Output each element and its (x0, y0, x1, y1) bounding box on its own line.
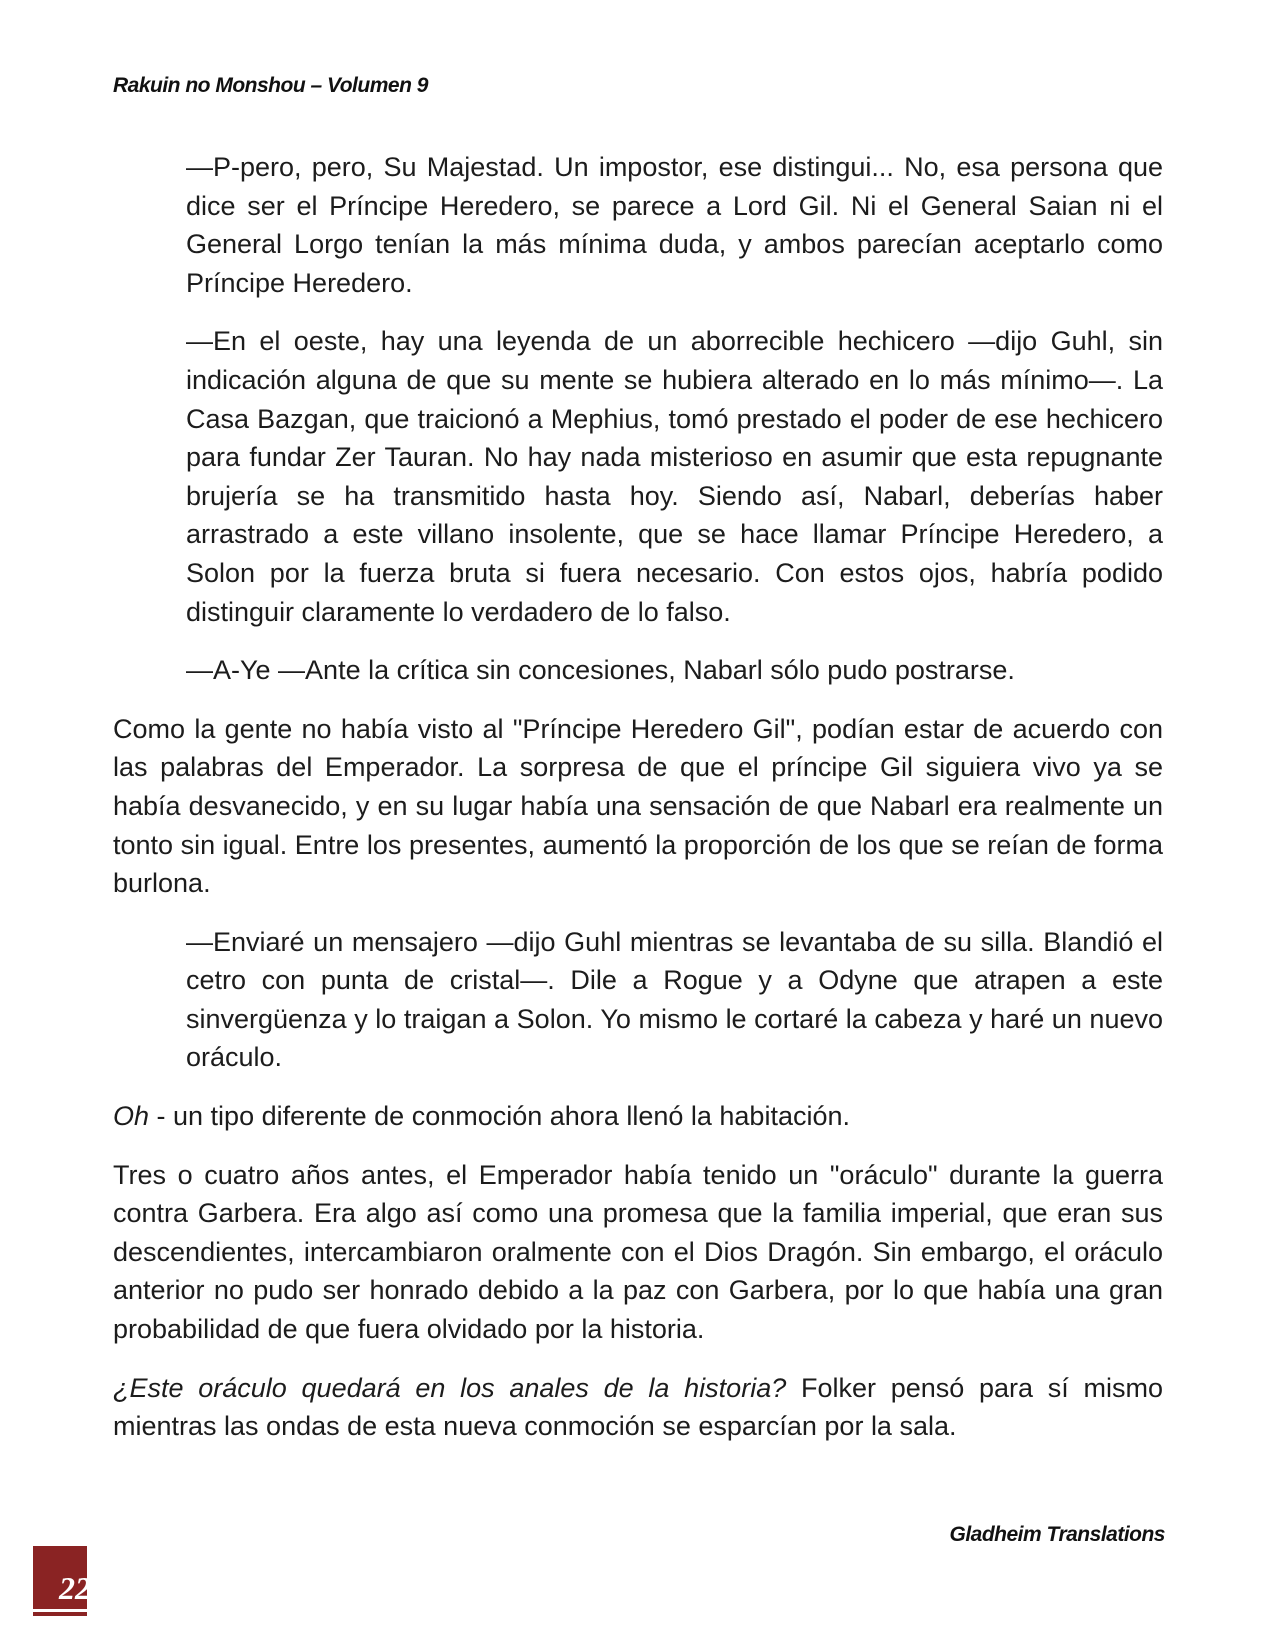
narrative-paragraph: Tres o cuatro años antes, el Emperador había tenido un "oráculo" durante la guerra contra Garbera. Era algo así como una promesa que la familia imperial, que eran sus descendientes, intercambiaron oralmente con el Dios Dragón. Sin embargo, el oráculo anterior no pudo ser honrado debido a la paz con Garbera, por lo que había una gran probabilidad de que fuera olvidado por la historia. (113, 1159, 1163, 1345)
dialogue-paragraph: —A-Ye —Ante la crítica sin concesiones, Nabarl sólo pudo postrarse. (186, 655, 1015, 686)
page-body (113, 148, 1163, 1466)
running-header: Rakuin no Monshou – Volumen 9 (113, 74, 428, 97)
paragraph-text: - un tipo diferente de conmoción ahora llenó la habitación. (149, 1101, 850, 1132)
narrative-paragraph: Como la gente no había visto al "Príncipe Heredero Gil", podían estar de acuerdo con las palabras del Emperador. La sorpresa de que el príncipe Gil siguiera vivo ya se había desvanecido, y en su lugar había una sensación de que Nabarl era realmente un tonto sin igual. Entre los presentes, aumentó la proporción de los que se reían de forma burlona. (113, 713, 1163, 899)
italic-interjection: Oh (113, 1101, 150, 1132)
translator-credit: Gladheim Translations (949, 1523, 1165, 1546)
dialogue-paragraph: —Enviaré un mensajero —dijo Guhl mientras se levantaba de su silla. Blandió el cetro con punta de cristal—. Dile a Rogue y a Odyne que atrapen a este sinvergüenza y lo traigan a Solon. Yo mismo le cortaré la cabeza y haré un nuevo oráculo. (186, 926, 1163, 1073)
dialogue-paragraph: —P-pero, pero, Su Majestad. Un impostor, ese distingui... No, esa persona que dice ser el Príncipe Heredero, se parece a Lord Gil. Ni el General Saian ni el General Lorgo tenían la más mínima duda, y ambos parecían aceptarlo como Príncipe Heredero. (186, 152, 1163, 298)
page-number: 22 (59, 1570, 91, 1606)
page-number-underline (33, 1609, 89, 1612)
italic-thought: ¿Este oráculo quedará en los anales de la historia? (113, 1372, 787, 1403)
narrative-paragraph (113, 1369, 1163, 1446)
paragraph-text: Folker pensó para sí mismo mientras las ondas de esta nueva conmoción se esparcían por la sala. (113, 1372, 1164, 1442)
narrative-paragraph (113, 1097, 1163, 1136)
dialogue-paragraph: —En el oeste, hay una leyenda de un aborrecible hechicero —dijo Guhl, sin indicación alguna de que su mente se hubiera alterado en lo más mínimo—. La Casa Bazgan, que traicionó a Mephius, tomó prestado el poder de ese hechicero para fundar Zer Tauran. No hay nada misterioso en asumir que esta repugnante brujería se ha transmitido hasta hoy. Siendo así, Nabarl, deberías haber arrastrado a este villano insolente, que se hace llamar Príncipe Heredero, a Solon por la fuerza bruta si fuera necesario. Con estos ojos, habría podido distinguir claramente lo verdadero de lo falso. (186, 326, 1163, 627)
